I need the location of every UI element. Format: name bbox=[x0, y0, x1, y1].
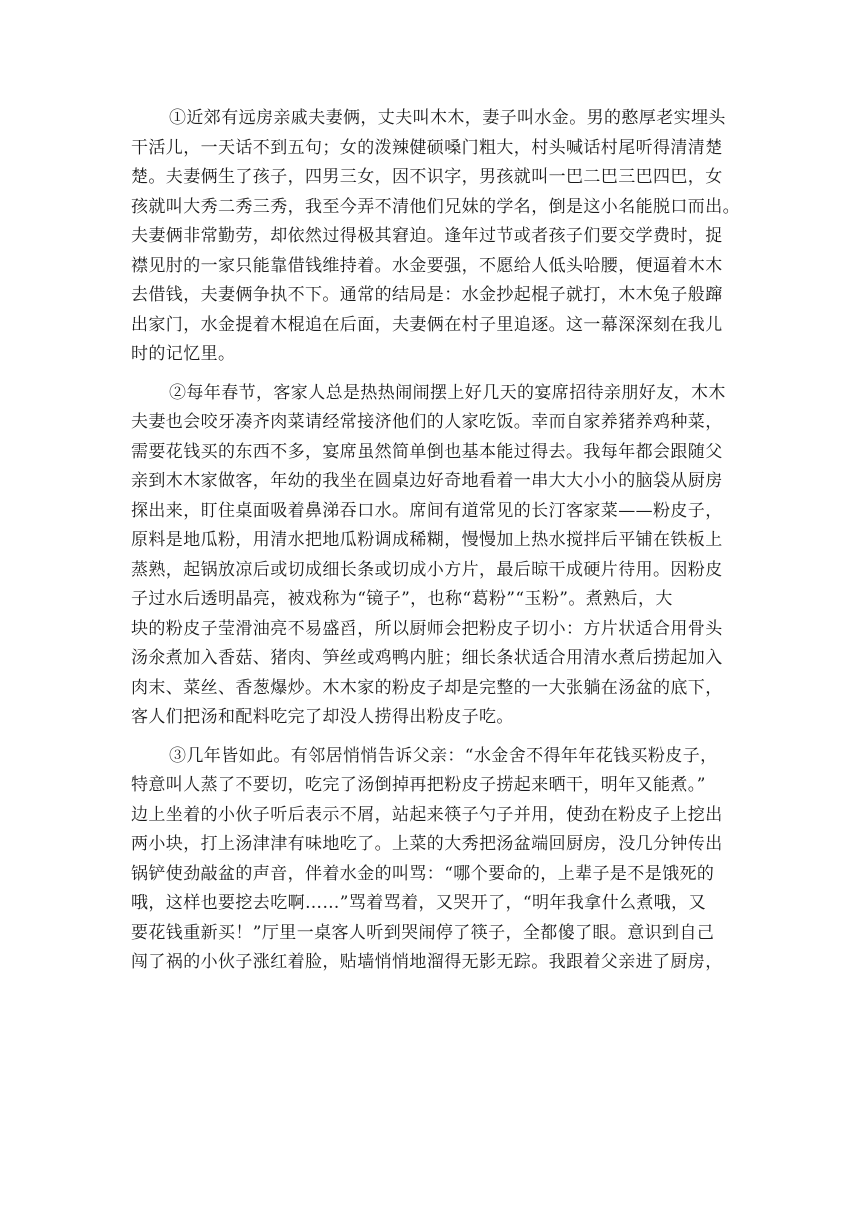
paragraph-1-line: 襟见肘的一家只能靠借钱维持着。水金要强，不愿给人低头哈腰，便逼着木木 bbox=[131, 255, 723, 276]
paragraph-3-line: 边上坐着的小伙子听后表示不屑，站起来筷子勺子并用，使劲在粉皮子上挖出 bbox=[131, 804, 723, 825]
paragraph-1-line: 去借钱，夫妻俩争执不下。通常的结局是：水金抄起棍子就打，木木兔子般蹿 bbox=[131, 285, 723, 305]
paragraph-2-line: 夫妻也会咬牙凑齐肉菜请经常接济他们的人家吃饭。幸而自家养猪养鸡种菜， bbox=[131, 412, 723, 432]
paragraph-3-line: 特意叫人蒸了不要切，吃完了汤倒掉再把粉皮子捞起来晒干，明年又能煮。” bbox=[131, 775, 706, 795]
paragraph-3-line: 闯了祸的小伙子涨红着脸，贴墙悄悄地溜得无影无踪。我跟着父亲进了厨房， bbox=[131, 952, 723, 972]
paragraph-3-line: 两小块，打上汤津津有味地吃了。上菜的大秀把汤盆端回厨房，没几分钟传出 bbox=[131, 834, 723, 854]
paragraph-3 bbox=[131, 742, 731, 978]
essay-body bbox=[131, 104, 740, 978]
paragraph-1-line: 夫妻俩非常勤劳，却依然过得极其窘迫。逢年过节或者孩子们要交学费时，捉 bbox=[131, 226, 723, 246]
paragraph-2 bbox=[131, 379, 731, 733]
paragraph-2-line: 客人们把汤和配料吃完了却没人捞得出粉皮子吃。 bbox=[131, 707, 514, 727]
paragraph-3-line: ③几年皆如此。有邻居悄悄告诉父亲：“水金舍不得年年花钱买粉皮子， bbox=[169, 745, 718, 766]
paragraph-3-line: 哦，这样也要挖去吃啊……”骂着骂着，又哭开了，“明年我拿什么煮哦，又 bbox=[131, 893, 706, 913]
paragraph-2-line: 需要花钱买的东西不多，宴席虽然简单倒也基本能过得去。我每年都会跟随父 bbox=[131, 441, 723, 462]
paragraph-2-line: 原料是地瓜粉，用清水把地瓜粉调成稀糊，慢慢加上热水搅拌后平铺在铁板上 bbox=[131, 530, 723, 550]
paragraph-1-line: 干活儿，一天话不到五句；女的泼辣健硕嗓门粗大，村头喊话村尾听得清清楚 bbox=[131, 137, 723, 158]
paragraph-spacer bbox=[131, 733, 731, 742]
paragraph-spacer bbox=[131, 370, 731, 379]
paragraph-2-line: 子过水后透明晶亮，被戏称为“镜子”，也称“葛粉”“玉粉”。煮熟后，大 bbox=[131, 589, 673, 609]
paragraph-1-line: ①近郊有远房亲戚夫妻俩，丈夫叫木木，妻子叫水金。男的憨厚老实埋头 bbox=[169, 108, 726, 128]
paragraph-1-line: 楚。夫妻俩生了孩子，四男三女，因不识字，男孩就叫一巴二巴三巴四巴，女 bbox=[131, 167, 723, 187]
paragraph-1-line: 孩就叫大秀二秀三秀，我至今弄不清他们兄妹的学名，倒是这小名能脱口而出。 bbox=[131, 196, 740, 217]
paragraph-3-line: 锅铲使劲敲盆的声音，伴着水金的叫骂：“哪个要命的，上辈子是不是饿死的 bbox=[131, 863, 715, 884]
paragraph-2-line: 肉末、菜丝、香葱爆炒。木木家的粉皮子却是完整的一大张躺在汤盆的底下， bbox=[131, 677, 723, 698]
paragraph-2-line: 蒸熟，起锅放凉后或切成细长条或切成小方片，最后晾干成硬片待用。因粉皮 bbox=[131, 559, 723, 580]
paragraph-1 bbox=[131, 104, 740, 370]
paragraph-1-line: 出家门，水金提着木棍追在后面，夫妻俩在村子里追逐。这一幕深深刻在我儿 bbox=[131, 314, 723, 335]
paragraph-2-line: 亲到木木家做客，年幼的我坐在圆桌边好奇地看着一串大大小小的脑袋从厨房 bbox=[131, 471, 723, 491]
paragraph-2-line: 探出来，盯住桌面吸着鼻涕吞口水。席间有道常见的长汀客家菜——粉皮子， bbox=[131, 500, 723, 521]
paragraph-2-line: 块的粉皮子莹滑油亮不易盛舀，所以厨师会把粉皮子切小：方片状适合用骨头 bbox=[131, 618, 723, 639]
paragraph-3-line: 要花钱重新买！”厅里一桌客人听到哭闹停了筷子，全都傻了眼。意识到自己 bbox=[131, 922, 715, 943]
paragraph-2-line: 汤氽煮加入香菇、猪肉、笋丝或鸡鸭内脏；细长条状适合用清水煮后捞起加入 bbox=[131, 648, 723, 668]
paragraph-2-line: ②每年春节，客家人总是热热闹闹摆上好几天的宴席招待亲朋好友，木木 bbox=[169, 382, 726, 403]
paragraph-1-line: 时的记忆里。 bbox=[131, 344, 236, 364]
